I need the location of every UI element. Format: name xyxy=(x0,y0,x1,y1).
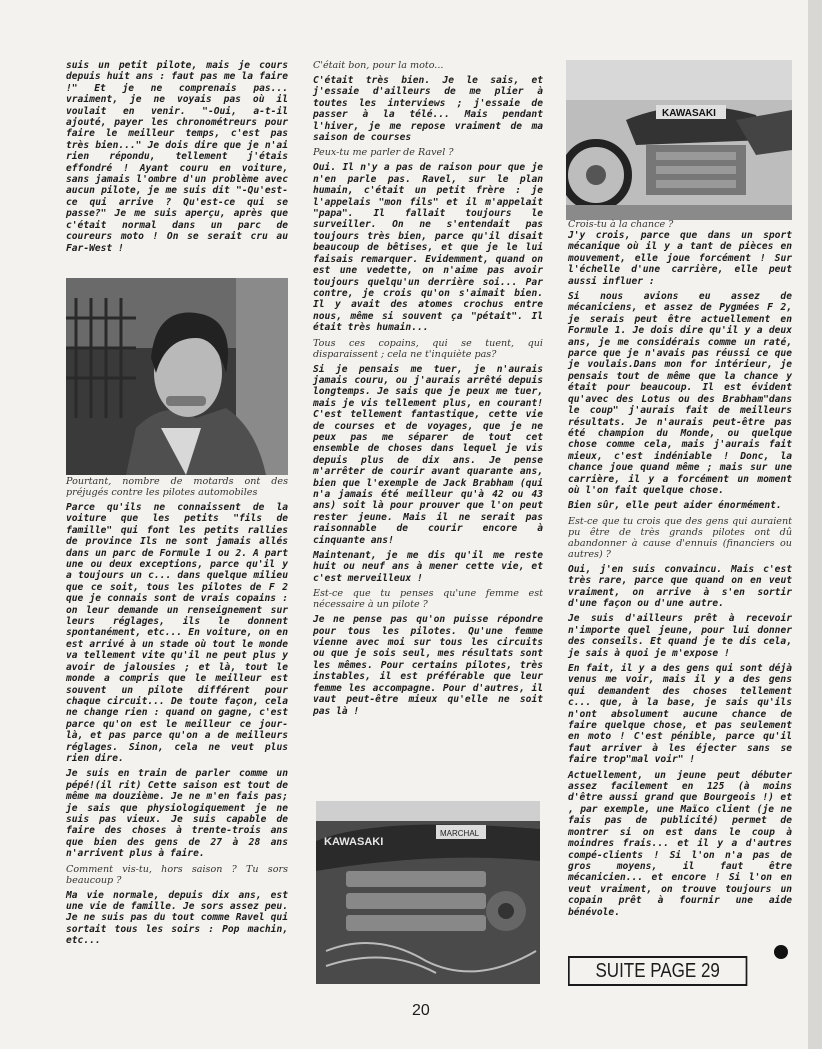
col1-paragraph-1: suis un petit pilote, mais je cours depuis huit ans : faut pas me la faire !" Et je ne comprenais pas... vraiment, je ne voyais pas où il voulait en venir. "-Oui, a-t-il ajouté, payer les chronométreurs pour faire le meilleur temps, c'est pas très bien..." Je dois dire que je n'ai rien répondu, tellement j'étais effondré ! Ayant couru en voiture, sans jamais l'ombre d'un problème avec aucun pilote, je me suis dit "-Qu'est-ce qui arrive ? Qu'est-ce qui se passe?" Je me suis aperçu, après que c'était normal dans un parc de coureurs moto ! On se serait cru au Far-West ! xyxy=(66,60,288,254)
engine-logo-1: KAWASAKI xyxy=(324,836,384,848)
col2-paragraph-2: Oui. Il n'y a pas de raison pour que je n'en parle pas. Ravel, sur le plan humain, c'était un petit frère : je l'appelais "mon fils" et il m'appelait "papa". Il fallait toujours le surveiller. On ne s'entendait pas toujours très bien, parce qu'il disait beaucoup de bêtises, et que je le lui faisais remarquer. Evidemment, quand on est une vedette, on n'aime pas avoir toujours quelqu'un derrière soi... Par contre, je crois qu'on s'aimait bien. Il y avait des atomes crochus entre nous, même si souvent ça "pétait". Il était très humain... xyxy=(313,162,543,334)
col3-paragraph-2: Si nous avions eu assez de mécaniciens, et assez de Pygmées F 2, je serais peut être actuellement en Formule 1. Je dois dire qu'il y a deux ans, je me considérais comme un raté, parce que je n'avais pas réussi ce que je voulais.Dans mon for intérieur, je pensais tout de même que la chance y était pour beaucoup. Il est évident qu'avec des Lotus ou des Brabham"dans le coup" j'aurais fait de meilleurs résultats. Je n'aurais peut-être pas été champion du Monde, ou quelque chose comme cela, mais j'aurais fait mieux, c'est indéniable ! Donc, la chance joue quand même ; mais sur une carrière, il y a forcément un moment où l'on fait quelque chose. xyxy=(568,291,792,496)
col3-paragraph-6: En fait, il y a des gens qui sont déjà venus me voir, mais il y a des gens qui demandent des choses tellement c... que, à la base, je sais qu'ils n'ont absolument aucune chance de faire quelque chose, et pas seulement en moto ! C'est pénible, parce qu'il faut arriver à les éjecter sans se faire trop"mal voir" ! xyxy=(568,663,792,766)
col1-question-2: Comment vis-tu, hors saison ? Tu sors beaucoup ? xyxy=(66,863,288,886)
col3-paragraph-7: Actuellement, un jeune peut débuter assez facilement en 125 (à moins d'être aussi grand que Bourgeois !) et , par exemple, une Maïco client (je ne fais pas de publicité) permet de montrer si on est dans le coup à moindres frais... et il y a d'autres compé-clients ! Si l'on n'a pas de gros moyens, il faut être mécanicien... et encore ! Si l'on en veut vraiment, on trouve toujours un copain prêt à fournir une aide bénévole. xyxy=(568,769,792,918)
portrait-photo-image xyxy=(66,278,288,475)
portrait-photo xyxy=(66,278,288,475)
col2-question-1: Peux-tu me parler de Ravel ? xyxy=(313,147,454,159)
col2-paragraph-3: Si je pensais me tuer, je n'aurais jamais couru, ou j'aurais arrêté depuis longtemps. Je sais que je peux me tuer, mais je vis tellement plus, en courant! C'est tellement fantastique, cette vie de courses et de voyages, que je ne peux pas me séparer de tout cet ensemble de choses dans lequel je vis depuis plus de dix ans. Je pense m'arrêter de courir avant quarante ans, bien que l'exemple de Jack Brabham (qui n'a jamais été meilleur qu'à 42 ou 43 ans) soit là pour prouver que l'on peut rester jeune. Mais il ne serait pas raisonnable de courir encore à cinquante ans! xyxy=(313,363,543,546)
col3-paragraph-5: Je suis d'ailleurs prêt à recevoir n'importe quel jeune, pour lui donner des conseils. Et quand je te dis cela, je sais à quoi je m'expose ! xyxy=(568,613,792,659)
col2-paragraph-4: Maintenant, je me dis qu'il me reste huit ou neuf ans à mener cette vie, et c'est merveilleux ! xyxy=(313,550,543,584)
column-1-top xyxy=(66,60,288,258)
page-edge xyxy=(808,0,822,1049)
motorcycle-engine-photo xyxy=(316,801,540,984)
col3-paragraph-3: Bien sûr, elle peut aider énormément. xyxy=(568,500,782,512)
column-3 xyxy=(568,219,792,922)
col1-paragraph-2: Parce qu'ils ne connaissent de la voiture que les petits "fils de famille" qui font les petits rallies de province Ils ne sont jamais allés dans un parc de Formule 1 ou 2. A part une ou deux exceptions, parce qu'il y a toujours un c... dans quelque milieu que ce soit, tous les pilotes de F 2 que je connais sont de vrais copains : on leur demande un renseignement sur leurs réglages, ils le donnent spontanément, etc... En voiture, on en est arrivé à un stade où tout le monde va tellement vite qu'il ne peut plus y avoir de jalousies ; et là, tout le monde a compris que le meilleur est souvent un pilote différent pour chaque circuit... De toute façon, cela ne change rien : quand on gagne, c'est parce qu'on est le meilleur ce jour-là, et pas parce qu'on a de meilleurs réglages. Sinon, cela ne veut plus rien dire. xyxy=(66,502,288,764)
page-number: 20 xyxy=(412,1002,430,1019)
continued-on-page-box xyxy=(568,956,747,986)
col3-question-1: Est-ce que tu crois que des gens qui auraient pu être de très grands pilotes ont dû abandonner à cause d'ennuis (financiers ou autres) ? xyxy=(568,515,792,560)
bullet-dot xyxy=(774,945,788,959)
bike-logo: KAWASAKI xyxy=(662,108,716,119)
column-1-bottom xyxy=(66,476,288,951)
col1-paragraph-4: Ma vie normale, depuis dix ans, est une vie de famille. Je sors assez peu. Je ne suis pas du tout comme Ravel qui sortait tous les soirs : Pop machin, etc... xyxy=(66,889,288,947)
column-2 xyxy=(313,60,543,721)
col1-paragraph-3: Je suis en train de parler comme un pépé!(il rit) Cette saison est tout de même ma douzième. Je ne m'en fais pas; je sais que physiologiquement je ne suis pas vieux. Je suis capable de faire des choses à trente-trois ans que bien des gens de 27 à 28 ans n'arrivent plus à faire. xyxy=(66,768,288,860)
col2-paragraph-1: C'était très bien. Je le sais, et j'essaie d'ailleurs de me plier à toutes les interviews ; j'essaie de passer à la télé... Mais pendant l'hiver, je me repose vraiment de ma saison de courses xyxy=(313,75,543,144)
col2-question-0: C'était bon, pour la moto... xyxy=(313,60,444,71)
col3-paragraph-1: J'y crois, parce que dans un sport mécanique où il y a tant de pièces en mouvement, elle joue forcément ! Sur l'échelle d'une carrière, elle peut aussi influer : xyxy=(568,230,792,287)
col1-question-1: Pourtant, nombre de motards ont des préjugés contre les pilotes automobiles xyxy=(66,476,288,498)
kawasaki-bike-image xyxy=(566,60,792,220)
motorcycle-engine-image xyxy=(316,801,540,984)
kawasaki-bike-photo xyxy=(566,60,792,220)
col2-question-3: Est-ce que tu penses qu'une femme est nécessaire à un pilote ? xyxy=(313,588,543,611)
col3-paragraph-4: Oui, j'en suis convaincu. Mais c'est très rare, parce que quand on en veut vraiment, on arrive à s'en sortir d'une façon ou d'une autre. xyxy=(568,563,792,609)
continued-on-page-label: SUITE PAGE 29 xyxy=(595,959,720,982)
col2-question-2: Tous ces copains, qui se tuent, qui disparaissent ; cela ne t'inquiète pas? xyxy=(313,337,543,360)
col2-paragraph-5: Je ne pense pas qu'on puisse répondre pour tous les pilotes. Qu'une femme vienne avec moi sur tous les circuits ou que je sois seul, mes résultats sont les mêmes. Pour certains pilotes, très instables, il est préférable que leur femme les accompagne. Pour d'autres, il vaut peut-être mieux qu'elle ne soit pas là ! xyxy=(313,614,543,717)
bike-photo-caption: Crois-tu à la chance ? xyxy=(568,219,674,230)
engine-logo-2: MARCHAL xyxy=(440,829,480,838)
